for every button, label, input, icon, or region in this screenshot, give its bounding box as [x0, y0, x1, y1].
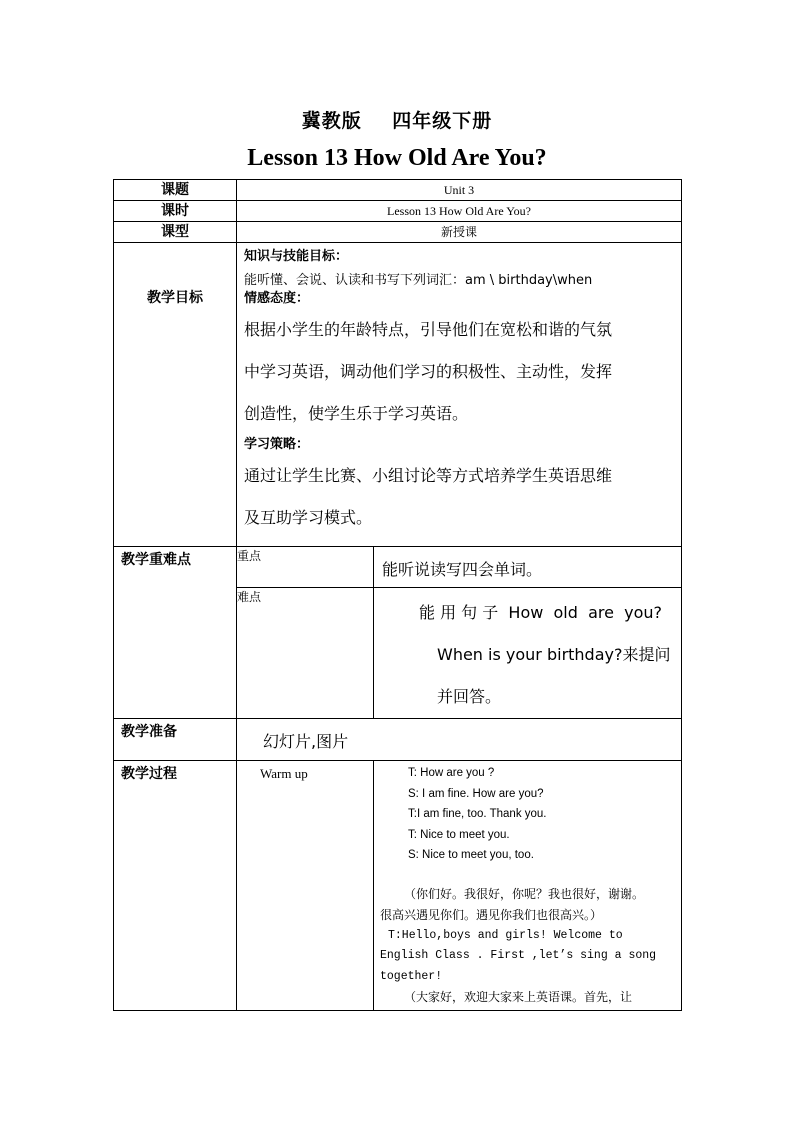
topic-label: 课题	[114, 180, 237, 201]
strategy-heading: 学习策略：	[244, 437, 310, 452]
translation-1-line-2: 很高兴遇见你们。遇见你我们也很高兴。）	[380, 907, 603, 922]
row-preparation	[114, 719, 682, 761]
document-title-chinese: 冀教版 四年级下册	[301, 110, 493, 132]
row-key-point	[114, 547, 682, 588]
process-content	[374, 761, 682, 1011]
difficulty-label: 难点	[237, 588, 374, 719]
dialog-line-1: T: How are you ?	[408, 767, 495, 779]
attitude-line-1: 根据小学生的年龄特点，引导他们在宽松和谐的气氛	[244, 320, 613, 339]
row-period	[114, 201, 682, 222]
process-label: 教学过程	[114, 761, 237, 1011]
difficulty-line-3: 并回答。	[437, 687, 502, 706]
preparation-label: 教学准备	[114, 719, 237, 761]
dialog-line-4: T: Nice to meet you.	[408, 828, 510, 841]
objectives-label: 教学目标	[114, 243, 237, 547]
knowledge-text: 能听懂、会说、认读和书写下列词汇：am \ birthday\when	[244, 273, 593, 288]
dialog-line-5: S: Nice to meet you, too.	[408, 849, 534, 861]
difficulty-line-1: 能 用 句 子 How old are you?	[419, 603, 663, 622]
translation-1-line-1: （你们好。我很好，你呢？我也很好，谢谢。	[404, 886, 645, 901]
type-label: 课型	[114, 222, 237, 243]
period-value: Lesson 13 How Old Are You?	[237, 201, 682, 222]
teacher-line-1: T:Hello,boys and girls! Welcome to	[388, 928, 623, 942]
focus-label: 重点	[237, 547, 374, 588]
lesson-plan-table	[113, 179, 682, 1011]
translation-2-line-1: （大家好，欢迎大家来上英语课。首先，让	[404, 990, 633, 1004]
key-points-label: 教学重难点	[114, 547, 237, 719]
type-value: 新授课	[237, 222, 682, 243]
period-label: 课时	[114, 201, 237, 222]
dialog-line-3: T:I am fine, too. Thank you.	[408, 808, 547, 820]
teacher-line-3: together!	[380, 969, 443, 983]
row-process	[114, 761, 682, 1011]
dialog-line-2: S: I am fine. How are you?	[408, 787, 544, 800]
difficulty-content	[374, 588, 682, 719]
difficulty-line-2: When is your birthday?来提问	[437, 645, 671, 664]
row-objectives	[114, 243, 682, 547]
teacher-line-2: English Class . First ,let’s sing a song	[380, 949, 657, 962]
document-title-english: Lesson 13 How Old Are You?	[247, 145, 547, 171]
objectives-content	[237, 243, 682, 547]
focus-text: 能听说读写四会单词。	[374, 547, 682, 588]
attitude-line-2: 中学习英语，调动他们学习的积极性、主动性，发挥	[244, 362, 613, 381]
attitude-heading: 情感态度：	[244, 291, 310, 306]
row-type	[114, 222, 682, 243]
process-step: Warm up	[237, 761, 374, 1011]
topic-value: Unit 3	[237, 180, 682, 201]
strategy-line-2: 及互助学习模式。	[244, 508, 373, 527]
knowledge-heading: 知识与技能目标：	[244, 249, 349, 264]
row-topic	[114, 180, 682, 201]
preparation-value: 幻灯片,图片	[237, 719, 682, 761]
strategy-line-1: 通过让学生比赛、小组讨论等方式培养学生英语思维	[244, 466, 613, 485]
attitude-line-3: 创造性，使学生乐于学习英语。	[244, 404, 469, 423]
